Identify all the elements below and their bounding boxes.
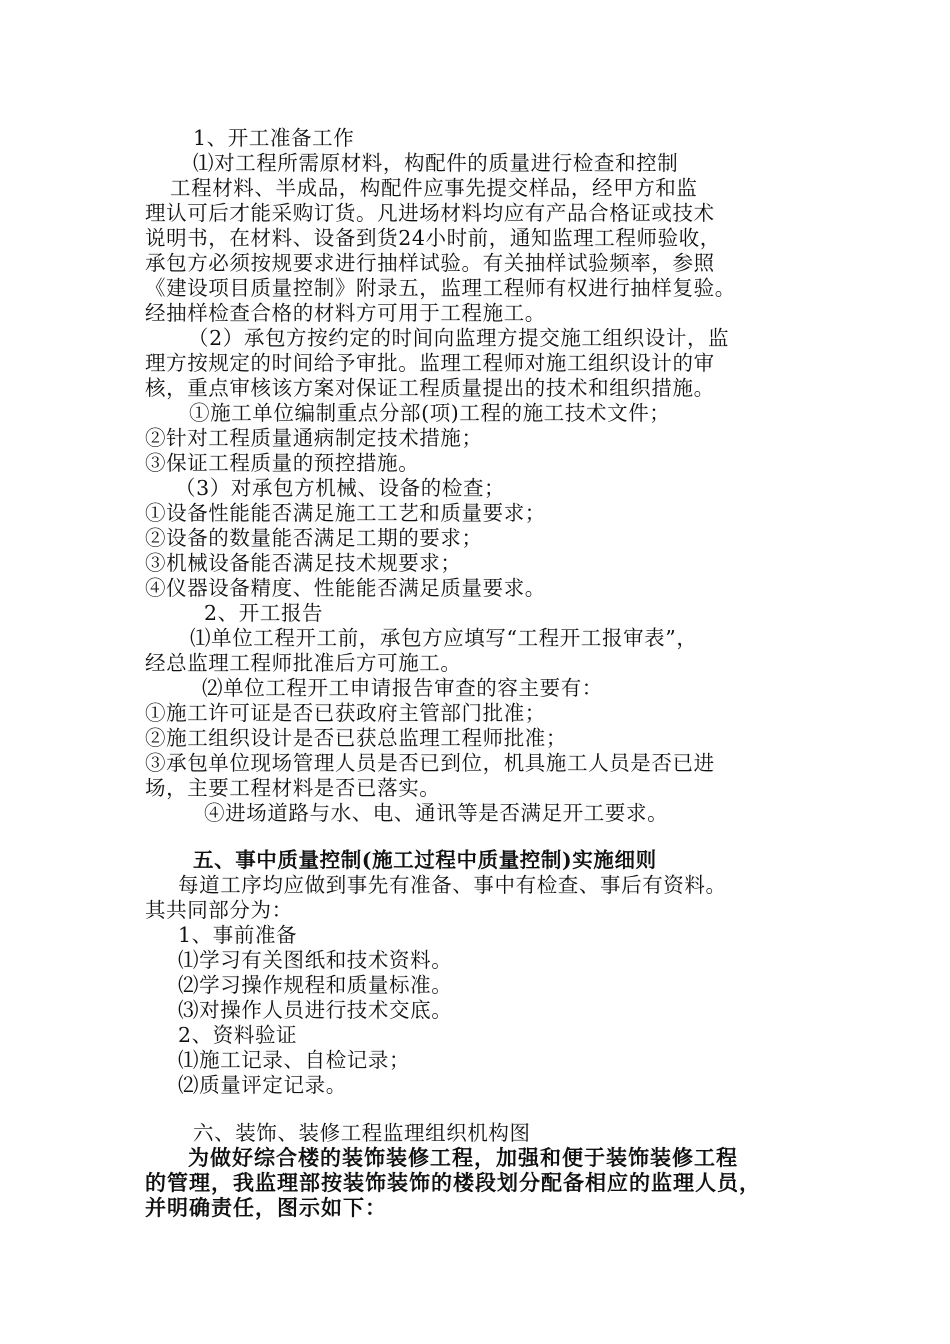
list-item: ②设备的数量能否满足工期的要求； — [145, 526, 483, 550]
paragraph-line: 《建设项目质量控制》附录五，监理工程师有权进行抽样复验。 — [145, 276, 736, 300]
paragraph-line: ⑴单位工程开工前，承包方应填写“工程开工报审表”， — [190, 626, 698, 650]
paragraph-line: 经抽样检查合格的材料方可用于工程施工。 — [145, 301, 546, 325]
paragraph-line: 理方按规定的时间给予审批。监理工程师对施工组织设计的审 — [145, 351, 715, 375]
list-item: ②针对工程质量通病制定技术措施； — [145, 426, 483, 450]
list-item: ①施工许可证是否已获政府主管部门批准； — [145, 701, 546, 725]
section-five-title: 五、事中质量控制(施工过程中质量控制)实施细则 — [193, 848, 657, 872]
heading-start-report: 2、开工报告 — [204, 601, 324, 625]
paragraph-line: ⑵单位工程开工申请报告审查的容主要有： — [202, 676, 603, 700]
heading-start-preparation: 1、开工准备工作 — [193, 126, 355, 150]
list-item: ④仪器设备精度、性能能否满足质量要求。 — [145, 576, 546, 600]
section-six-title: 六、装饰、装修工程监理组织机构图 — [193, 1121, 531, 1145]
list-item: ②施工组织设计是否已获总监理工程师批准； — [145, 726, 567, 750]
paragraph-line: 工程材料、半成品，构配件应事先提交样品，经甲方和监 — [170, 176, 698, 200]
bold-paragraph-line: 为做好综合楼的装饰装修工程，加强和便于装饰装修工程 — [188, 1145, 738, 1170]
list-item: ⑵质量评定记录。 — [178, 1073, 347, 1097]
paragraph-line: 经总监理工程师批准后方可施工。 — [145, 651, 462, 675]
paragraph-line: （2）承包方按约定的时间向监理方提交施工组织设计，监 — [188, 326, 730, 350]
heading-document-verification: 2、资料验证 — [178, 1023, 298, 1047]
item-material-inspection: ⑴对工程所需原材料，构配件的质量进行检查和控制 — [193, 151, 679, 175]
paragraph-line: 其共同部分为： — [145, 898, 293, 922]
heading-prior-preparation: 1、事前准备 — [178, 923, 298, 947]
item-equipment-check: （3）对承包方机械、设备的检查； — [175, 476, 506, 500]
paragraph-line: 每道工序均应做到事先有准备、事中有检查、事后有资料。 — [178, 873, 727, 897]
list-item: ⑴学习有关图纸和技术资料。 — [178, 948, 453, 972]
list-item: ⑵学习操作规程和质量标准。 — [178, 973, 453, 997]
paragraph-line: 承包方必须按规要求进行抽样试验。有关抽样试验频率，参照 — [145, 251, 715, 275]
list-item: ④进场道路与水、电、通讯等是否满足开工要求。 — [204, 801, 669, 825]
bold-paragraph-line: 并明确责任，图示如下： — [145, 1195, 387, 1220]
paragraph-line: 理认可后才能采购订货。凡进场材料均应有产品合格证或技术 — [145, 201, 715, 225]
list-item: 场，主要工程材料是否已落实。 — [145, 776, 441, 800]
bold-paragraph-line: 的管理，我监理部按装饰装饰的楼段划分配备相应的监理人员， — [145, 1170, 761, 1195]
list-item: ①施工单位编制重点分部(项)工程的施工技术文件； — [189, 401, 671, 425]
paragraph-line: 核，重点审核该方案对保证工程质量提出的技术和组织措施。 — [145, 376, 715, 400]
list-item: ③保证工程质量的预控措施。 — [145, 451, 420, 475]
list-item: ③机械设备能否满足技术规要求； — [145, 551, 462, 575]
list-item: ③承包单位现场管理人员是否已到位，机具施工人员是否已进 — [145, 751, 715, 775]
list-item: ①设备性能能否满足施工工艺和质量要求； — [145, 501, 546, 525]
list-item: ⑴施工记录、自检记录； — [178, 1048, 411, 1072]
paragraph-line: 说明书，在材料、设备到货24小时前，通知监理工程师验收， — [145, 226, 721, 250]
list-item: ⑶对操作人员进行技术交底。 — [178, 998, 453, 1022]
